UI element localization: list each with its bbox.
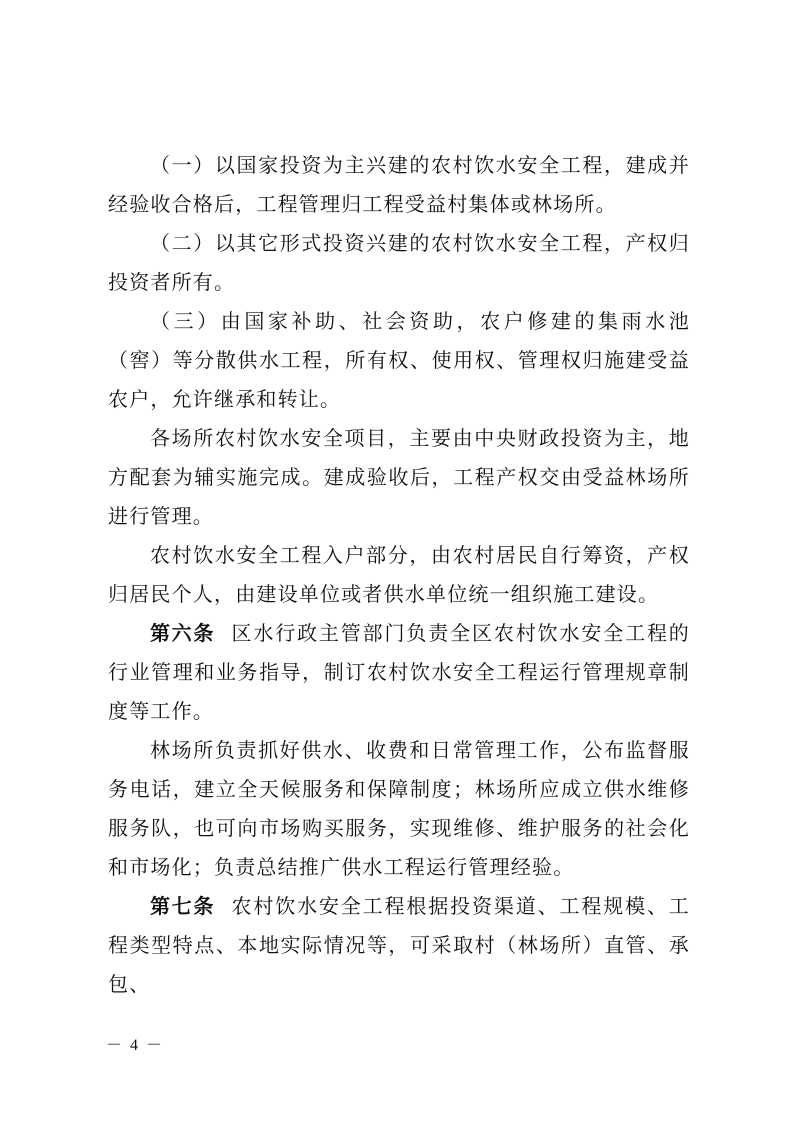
paragraph-text: 农村饮水安全工程根据投资渠道、工程规模、工程类型特点、本地实际情况等，可采取村（林场所）直管、承包、 (108, 894, 691, 996)
paragraph-text: （一）以国家投资为主兴建的农村饮水安全工程，建成并经验收合格后，工程管理归工程受益村集体或林场所。 (108, 153, 690, 216)
paragraph-text: 农村饮水安全工程入户部分，由农村居民自行筹资，产权归居民个人，由建设单位或者供水单位统一组织施工建设。 (108, 543, 690, 606)
paragraph-text: 林场所负责抓好供水、收费和日常管理工作，公布监督服务电话，建立全天候服务和保障制度；林场所应成立供水维修服务队，也可向市场购买服务，实现维修、维护服务的社会化和市场化；负责总结推广供水工程运行管理经验。 (108, 738, 690, 879)
paragraph-2 (108, 224, 690, 302)
paragraph-text: 各场所农村饮水安全项目，主要由中央财政投资为主，地方配套为辅实施完成。建成验收后，工程产权交由受益林场所进行管理。 (108, 426, 690, 528)
article-7-spacer (215, 894, 231, 918)
paragraph-text: （二）以其它形式投资兴建的农村饮水安全工程，产权归投资者所有。 (108, 231, 690, 294)
paragraph-7 (108, 731, 690, 887)
paragraph-text: （三）由国家补助、社会资助，农户修建的集雨水池（窖）等分散供水工程，所有权、使用权、管理权归施建受益农户，允许继承和转让。 (108, 309, 690, 411)
article-6-spacer (215, 621, 231, 645)
paragraph-4 (108, 419, 690, 536)
body-text (108, 146, 690, 1004)
article-6-heading: 第六条 (150, 621, 216, 645)
page-number: － 4 － (106, 1037, 165, 1054)
article-6-paragraph (108, 614, 690, 731)
article-7-heading: 第七条 (150, 894, 216, 918)
paragraph-1 (108, 146, 690, 224)
paragraph-3 (108, 302, 690, 419)
paragraph-5 (108, 536, 690, 614)
paragraph-text: 区水行政主管部门负责全区农村饮水安全工程的行业管理和业务指导，制订农村饮水安全工程运行管理规章制度等工作。 (108, 621, 691, 723)
article-7-paragraph (108, 887, 690, 1004)
